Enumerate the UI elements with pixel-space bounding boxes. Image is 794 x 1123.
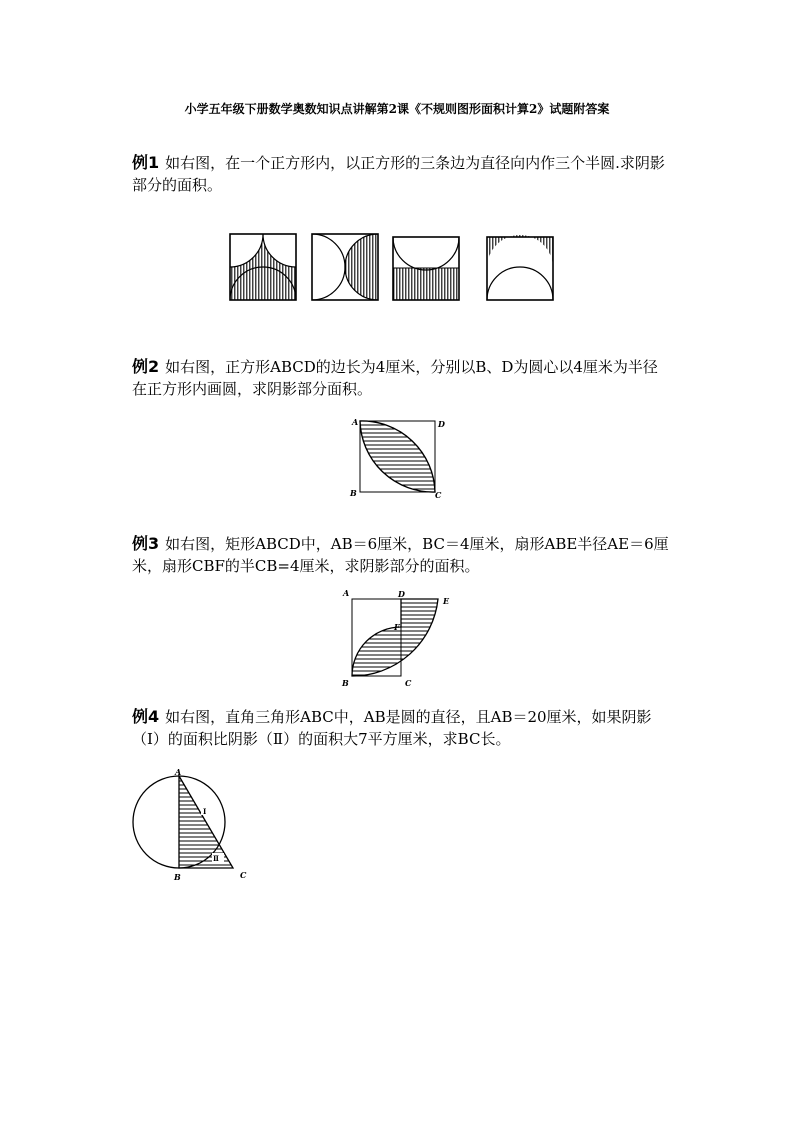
example-text: 如右图，矩形ABCD中，AB＝6厘米，BC＝4厘米，扇形ABE半径AE＝6厘米，扇形CBF的半CB=4厘米，求阴影部分的面积。 (132, 535, 669, 575)
label-c: C (240, 870, 247, 880)
figure-4-circle (125, 768, 255, 880)
example-number: 例3 (132, 534, 160, 553)
example-number: 例4 (132, 707, 160, 726)
label-d: D (398, 589, 405, 599)
label-f: F (394, 622, 400, 632)
label-c: C (405, 678, 412, 688)
label-e: E (443, 596, 450, 606)
figure-2-square (345, 416, 445, 502)
label-b: B (342, 678, 349, 688)
label-a: A (343, 588, 350, 598)
label-b: B (350, 488, 357, 498)
label-a: A (352, 417, 359, 427)
figure-1-squares (228, 232, 558, 304)
example-number: 例2 (132, 357, 160, 376)
label-d: D (438, 419, 445, 429)
example-4 (132, 706, 672, 750)
label-a: A (175, 767, 182, 777)
example-text: 如右图，正方形ABCD的边长为4厘米，分别以B、D为圆心以4厘米为半径在正方形内画圆，求阴影部分面积。 (132, 358, 658, 398)
example-text: 如右图，直角三角形ABC中，AB是圆的直径，且AB＝20厘米，如果阴影（Ⅰ）的面积比阴影（Ⅱ）的面积大7平方厘米，求BC长。 (132, 708, 652, 748)
region-1-label: Ⅰ (203, 807, 207, 816)
example-1 (132, 152, 672, 196)
example-2 (132, 356, 672, 400)
example-number: 例1 (132, 153, 160, 172)
region-2-label: Ⅱ (213, 854, 219, 863)
example-3 (132, 533, 672, 577)
label-b: B (174, 872, 181, 882)
document-title: 小学五年级下册数学奥数知识点讲解第2课《不规则图形面积计算2》试题附答案 (184, 102, 610, 116)
figure-3-rectangle (338, 590, 460, 690)
example-text: 如右图，在一个正方形内，以正方形的三条边为直径向内作三个半圆.求阴影部分的面积。 (132, 154, 665, 194)
label-c: C (435, 490, 442, 500)
